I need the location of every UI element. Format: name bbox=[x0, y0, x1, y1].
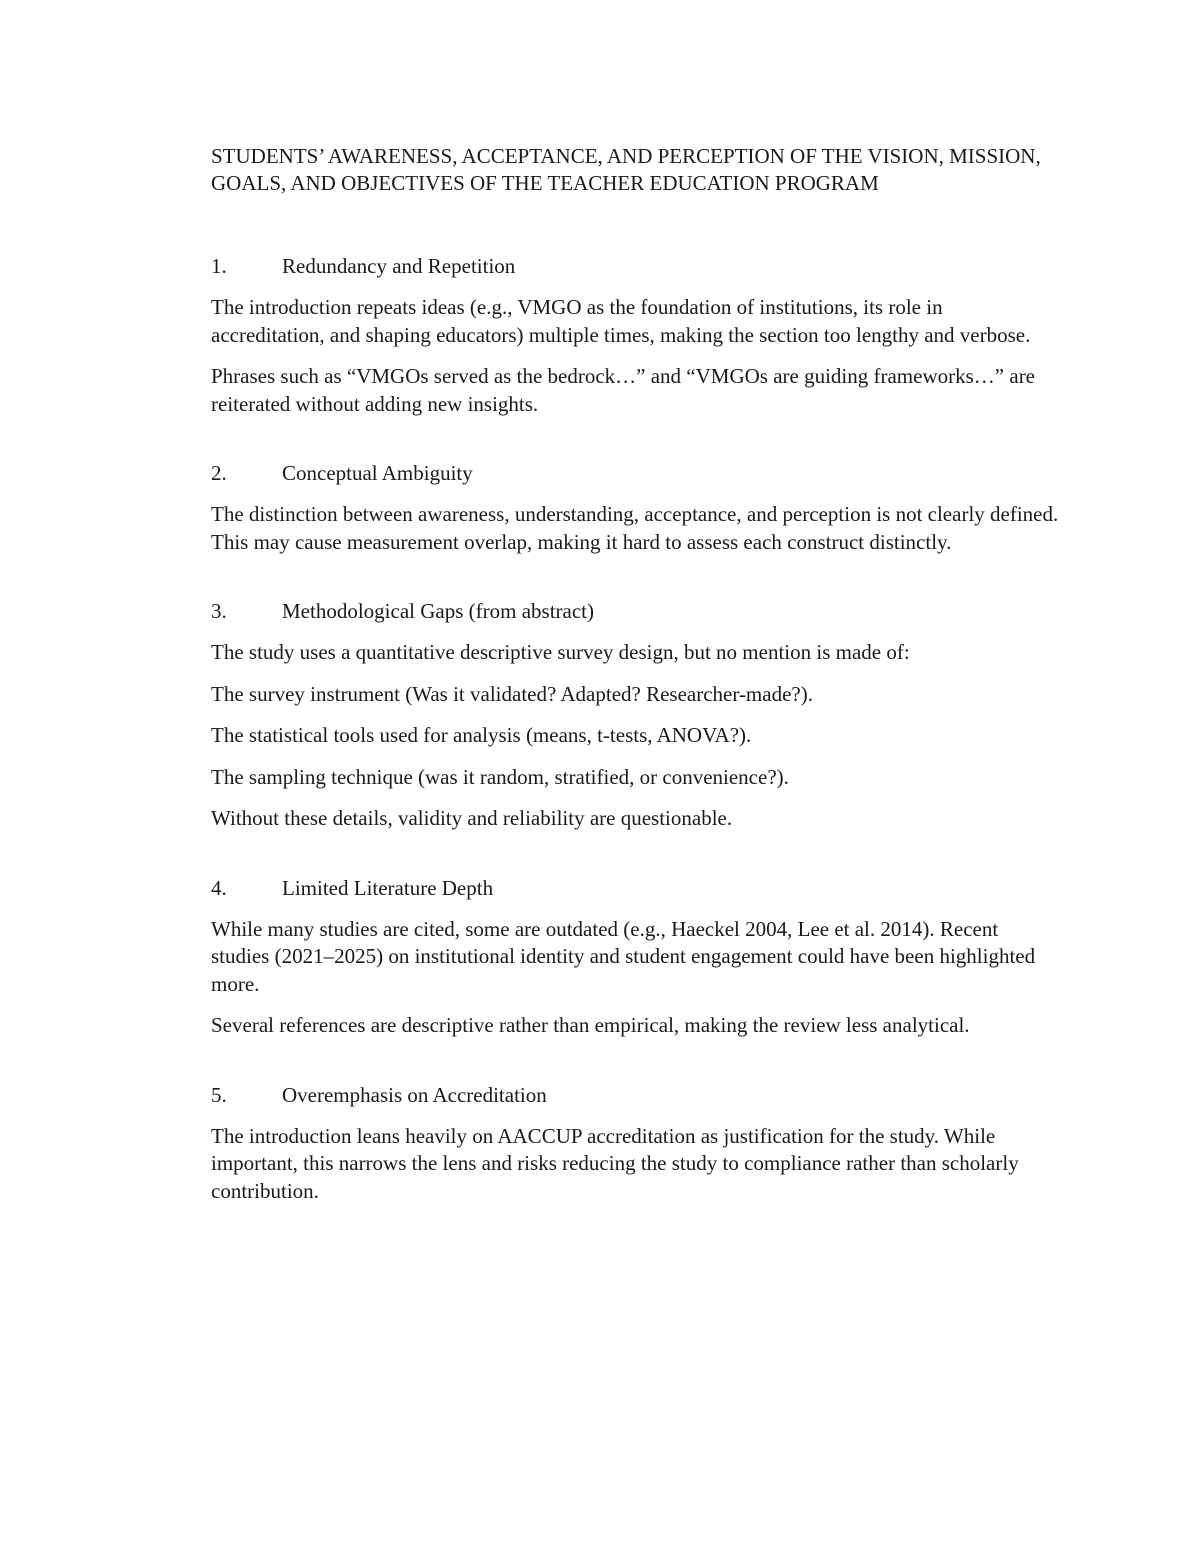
section-heading bbox=[211, 460, 1061, 487]
paragraph: Several references are descriptive rather than empirical, making the review less analytical. bbox=[211, 1013, 970, 1037]
section-methodological-gaps bbox=[211, 598, 1061, 833]
section-accreditation bbox=[211, 1082, 1061, 1206]
section-number: 1. bbox=[211, 254, 227, 278]
section-heading bbox=[211, 598, 1061, 625]
section-title: Conceptual Ambiguity bbox=[282, 461, 473, 485]
paragraph: The statistical tools used for analysis (means, t-tests, ANOVA?). bbox=[211, 723, 752, 747]
paragraph: The sampling technique (was it random, stratified, or convenience?). bbox=[211, 764, 789, 789]
section-conceptual-ambiguity bbox=[211, 460, 1061, 556]
section-number: 5. bbox=[211, 1082, 227, 1107]
paragraph: The study uses a quantitative descriptive survey design, but no mention is made of: bbox=[211, 640, 910, 664]
paragraph: The introduction repeats ideas (e.g., VMGO as the foundation of institutions, its role in accreditation, and shaping educators) multiple times, making the section too lengthy and verbose. bbox=[211, 295, 1031, 347]
section-redundancy bbox=[211, 253, 1061, 418]
paragraph: Phrases such as “VMGOs served as the bedrock…” and “VMGOs are guiding frameworks…” are reiterated without adding new insights. bbox=[211, 364, 1036, 416]
paragraph: The introduction leans heavily on AACCUP accreditation as justification for the study. While important, this narrows the lens and risks reducing the study to compliance rather than scholarly contribution. bbox=[211, 1123, 1019, 1203]
section-number: 4. bbox=[211, 875, 227, 900]
section-literature-depth bbox=[211, 875, 1061, 1040]
document-title: STUDENTS’ AWARENESS, ACCEPTANCE, AND PERCEPTION OF THE VISION, MISSION, GOALS, AND OBJECTIVES OF THE TEACHER EDUCATION PROGRAM bbox=[211, 144, 1041, 195]
paragraph: Without these details, validity and reliability are questionable. bbox=[211, 806, 733, 830]
paragraph: While many studies are cited, some are outdated (e.g., Haeckel 2004, Lee et al. 2014). Recent studies (2021–2025) on institutional identity and student engagement could have been highlighted more. bbox=[211, 916, 1036, 996]
section-title: Limited Literature Depth bbox=[282, 875, 494, 900]
section-title: Redundancy and Repetition bbox=[282, 254, 516, 278]
section-heading bbox=[211, 875, 1061, 902]
section-title: Overemphasis on Accreditation bbox=[282, 1082, 547, 1107]
section-number: 2. bbox=[211, 461, 227, 485]
paragraph: The survey instrument (Was it validated? Adapted? Researcher-made?). bbox=[211, 681, 813, 706]
section-heading bbox=[211, 253, 1061, 280]
document-page bbox=[211, 143, 1061, 1219]
section-title: Methodological Gaps (from abstract) bbox=[282, 599, 594, 623]
section-heading bbox=[211, 1082, 1061, 1109]
section-number: 3. bbox=[211, 599, 227, 623]
paragraph: The distinction between awareness, understanding, acceptance, and perception is not clearly defined. This may cause measurement overlap, making it hard to assess each construct distinctly. bbox=[211, 502, 1059, 554]
